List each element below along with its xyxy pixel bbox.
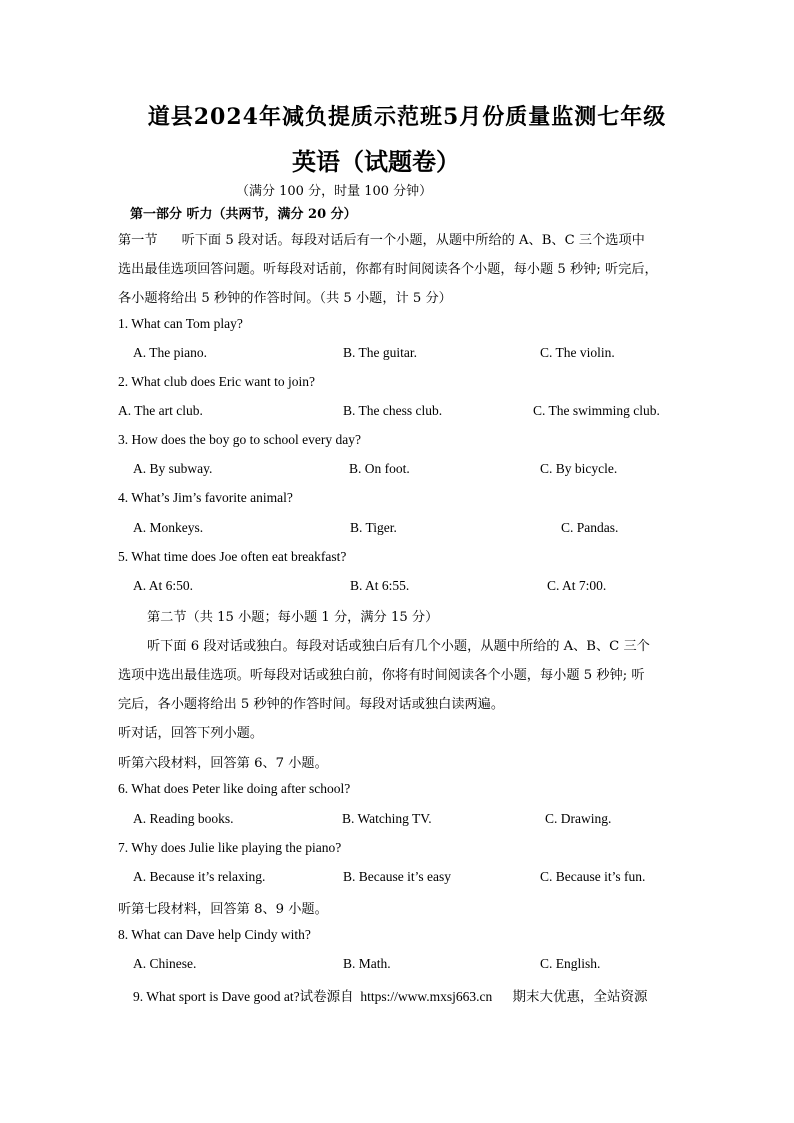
question-8: 8. What can Dave help Cindy with?	[118, 927, 311, 942]
q8-option-b: B. Math.	[343, 956, 391, 971]
q8-option-c: C. English.	[540, 956, 601, 971]
q6-option-a: A. Reading books.	[133, 811, 234, 826]
q2-option-b: B. The chess club.	[343, 403, 443, 418]
question-1: 1. What can Tom play?	[118, 316, 243, 331]
q3-option-c: C. By bicycle.	[540, 461, 618, 476]
question-5: 5. What time does Joe often eat breakfast?	[118, 549, 347, 564]
q4-option-a: A. Monkeys.	[133, 520, 204, 535]
question-2: 2. What club does Eric want to join?	[118, 374, 315, 389]
exam-subject-title: 英语（试题卷）	[292, 147, 460, 176]
q5-option-a: A. At 6:50.	[133, 578, 194, 593]
exam-info: （满分 100 分，时量 100 分钟）	[236, 184, 433, 199]
question-6: 6. What does Peter like doing after school?	[118, 781, 351, 796]
section2-instructions-3: 完后，各小题将给出 5 秒钟的作答时间。每段对话或独白读两遍。	[118, 697, 505, 712]
section2-note-1: 听对话，回答下列小题。	[118, 726, 264, 741]
question-4: 4. What’s Jim’s favorite animal?	[118, 490, 293, 505]
section1-instructions-3: 各小题将给出 5 秒钟的作答时间。（共 5 小题，计 5 分）	[118, 291, 452, 306]
section1-instructions-2: 选出最佳选项回答问题。听每段对话前，你都有时间阅读各个小题，每小题 5 秒钟; 听完后，	[118, 262, 658, 277]
section2-heading: 第二节（共 15 小题；每小题 1 分，满分 15 分）	[147, 610, 439, 625]
question-7: 7. Why does Julie like playing the piano?	[118, 840, 342, 855]
q8-option-a: A. Chinese.	[133, 956, 197, 971]
section1-label: 第一节	[118, 233, 158, 248]
q1-option-a: A. The piano.	[133, 345, 207, 360]
section2-instructions-1: 听下面 6 段对话或独白。每段对话或独白后有几个小题，从题中所给的 A、B、C 三个	[147, 639, 650, 654]
q5-option-c: C. At 7:00.	[547, 578, 607, 593]
question-9: 9. What sport is Dave good at?试卷源自 https://www.mxsj663.cn 期末大优惠，全站资源	[133, 989, 648, 1004]
section1-instructions-1: 听下面 5 段对话。每段对话后有一个小题，从题中所给的 A、B、C 三个选项中	[181, 233, 645, 248]
question-3: 3. How does the boy go to school every day?	[118, 432, 361, 447]
exam-title: 道县2024年减负提质示范班5月份质量监测七年级	[147, 104, 667, 130]
part1-heading: 第一部分 听力（共两节，满分 20 分）	[130, 207, 357, 222]
section1-line1	[118, 229, 645, 248]
q5-option-b: B. At 6:55.	[350, 578, 410, 593]
q3-option-a: A. By subway.	[133, 461, 213, 476]
q7-option-b: B. Because it’s easy	[343, 869, 451, 884]
q4-option-c: C. Pandas.	[561, 520, 619, 535]
q2-option-c: C. The swimming club.	[533, 403, 660, 418]
q4-option-b: B. Tiger.	[350, 520, 397, 535]
section2-note-2: 听第六段材料，回答第 6、7 小题。	[118, 756, 328, 771]
q6-option-b: B. Watching TV.	[342, 811, 432, 826]
q7-option-c: C. Because it’s fun.	[540, 869, 646, 884]
q1-option-b: B. The guitar.	[343, 345, 417, 360]
q2-option-a: A. The art club.	[118, 403, 203, 418]
section2-instructions-2: 选项中选出最佳选项。听每段对话或独白前，你将有时间阅读各个小题，每小题 5 秒钟; 听	[118, 668, 645, 683]
q3-option-b: B. On foot.	[349, 461, 410, 476]
q7-option-a: A. Because it’s relaxing.	[133, 869, 266, 884]
section2-note-3: 听第七段材料，回答第 8、9 小题。	[118, 902, 328, 917]
q1-option-c: C. The violin.	[540, 345, 615, 360]
q6-option-c: C. Drawing.	[545, 811, 612, 826]
